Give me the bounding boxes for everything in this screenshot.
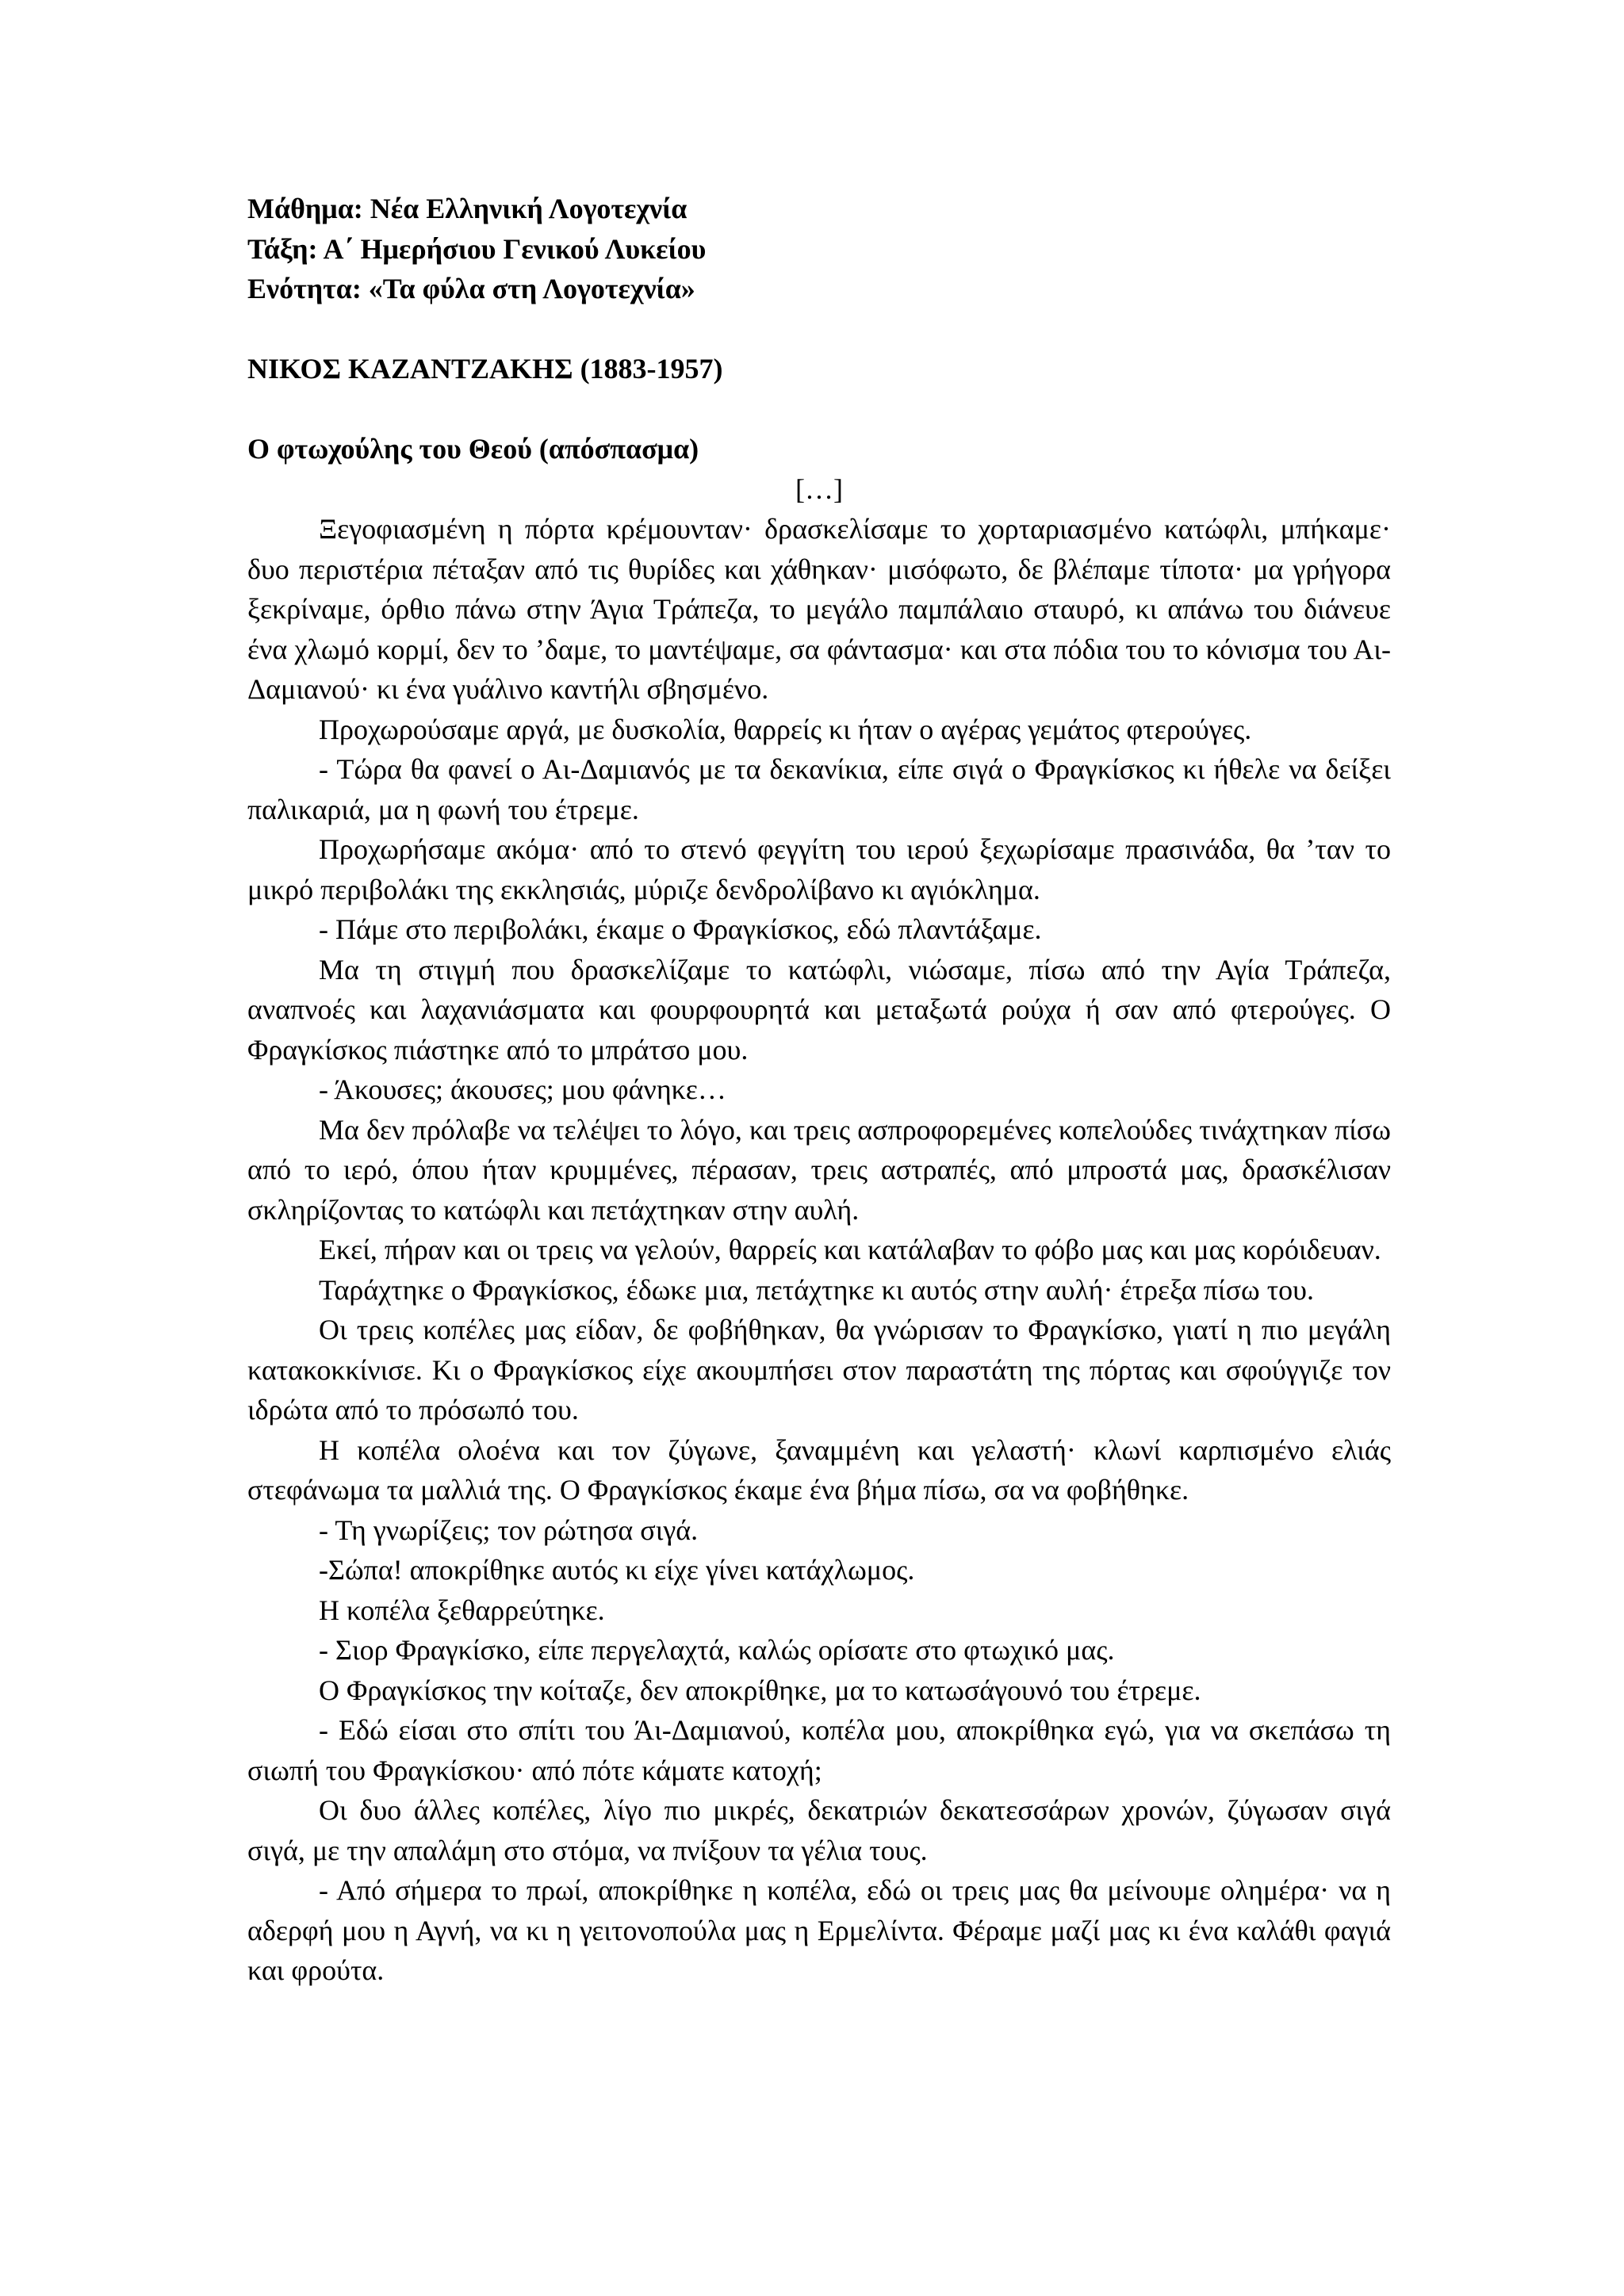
paragraph: Ταράχτηκε ο Φραγκίσκος, έδωκε μια, πετάχτηκε κι αυτός στην αυλή· έτρεξα πίσω του. (319, 1273, 1314, 1306)
paragraph: Οι δυο άλλες κοπέλες, λίγο πιο μικρές, δεκατριών δεκατεσσάρων χρονών, ζύγωσαν σιγά σιγά, με την απαλάμη στο στόμα, να πνίξουν τα γέλια τους. (247, 1794, 1391, 1866)
paragraph: Μα δεν πρόλαβε να τελέψει το λόγο, και τρεις ασπροφορεμένες κοπελούδες τινάχτηκαν πίσω από το ιερό, όπου ήταν κρυμμένες, πέρασαν, τρεις αστραπές, από μπροστά μας, δρασκέλισαν σκληρίζοντας το κατώφλι και πετάχτηκαν στην αυλή. (247, 1113, 1391, 1226)
subject-line: Μάθημα: Νέα Ελληνική Λογοτεχνία (247, 193, 688, 224)
paragraph: - Σιορ Φραγκίσκο, είπε περγελαχτά, καλώς ορίσατε στο φτωχικό μας. (319, 1634, 1115, 1666)
paragraph: Προχωρήσαμε ακόμα· από το στενό φεγγίτη του ιερού ξεχωρίσαμε πρασινάδα, θα ’ταν το μικρό περιβολάκι της εκκλησιάς, μύριζε δενδρολίβανο κι αγιόκλημα. (247, 833, 1391, 905)
unit-line: Ενότητα: «Τα φύλα στη Λογοτεχνία» (247, 273, 695, 304)
omission-mark: […] (795, 473, 843, 505)
paragraph: -Σώπα! αποκρίθηκε αυτός κι είχε γίνει κατάχλωμος. (319, 1554, 915, 1586)
spacer (247, 309, 1391, 350)
paragraph: - Εδώ είσαι στο σπίτι του Άι-Δαμιανού, κοπέλα μου, αποκρίθηκα εγώ, για να σκεπάσω τη σιωπή του Φραγκίσκου· από πότε κάματε κατοχή; (247, 1714, 1391, 1786)
paragraph: - Τη γνωρίζεις; τον ρώτησα σιγά. (319, 1513, 699, 1546)
paragraph: Η κοπέλα ξεθαρρεύτηκε. (319, 1594, 605, 1626)
author-heading: ΝΙΚΟΣ ΚΑΖΑΝΤΖΑΚΗΣ (1883-1957) (247, 353, 723, 385)
paragraph: Μα τη στιγμή που δρασκελίζαμε το κατώφλι, νιώσαμε, πίσω από την Αγία Τράπεζα, αναπνοές και λαχανιάσματα και φουρφουρητά και μεταξωτά ρούχα ή σαν από φτερούγες. Ο Φραγκίσκος πιάστηκε από το μπράτσο μου. (247, 953, 1391, 1066)
paragraph: Ο Φραγκίσκος την κοίταζε, δεν αποκρίθηκε, μα το κατωσάγουνό του έτρεμε. (319, 1674, 1201, 1706)
work-title: Ο φτωχούλης του Θεού (απόσπασμα) (247, 433, 699, 465)
paragraph: - Από σήμερα το πρωί, αποκρίθηκε η κοπέλα, εδώ οι τρεις μας θα μείνουμε ολημέρα· να η αδερφή μου η Αγνή, να κι η γειτονοπούλα μας η Ερμελίντα. Φέραμε μαζί μας κι ένα καλάθι φαγιά και φρούτα. (247, 1874, 1391, 1986)
paragraph: Προχωρούσαμε αργά, με δυσκολία, θαρρείς κι ήταν ο αγέρας γεμάτος φτερούγες. (319, 713, 1252, 745)
class-line: Τάξη: Α΄ Ημερήσιου Γενικού Λυκείου (247, 232, 707, 265)
paragraph: - Άκουσες; άκουσες; μου φάνηκε… (319, 1073, 726, 1105)
paragraph: - Τώρα θα φανεί ο Αι-Δαμιανός με τα δεκανίκια, είπε σιγά ο Φραγκίσκος κι ήθελε να δείξει παλικαριά, μα η φωνή του έτρεμε. (247, 753, 1391, 825)
paragraph: Ξεγοφιασμένη η πόρτα κρέμουνταν· δρασκελίσαμε το χορταριασμένο κατώφλι, μπήκαμε· δυο περιστέρια πέταξαν από τις θυρίδες και χάθηκαν· μισόφωτο, δε βλέπαμε τίποτα· μα γρήγορα ξεκρίναμε, όρθιο πάνω στην Άγια Τράπεζα, το μεγάλο παμπάλαιο σταυρό, κι απάνω του διάνευε ένα χλωμό κορμί, δεν το ’δαμε, το μαντέψαμε, σα φάντασμα· και στα πόδια του το κόνισμα του Αι-Δαμιανού· κι ένα γυάλινο καντήλι σβησμένο. (247, 513, 1391, 705)
paragraph: Οι τρεις κοπέλες μας είδαν, δε φοβήθηκαν, θα γνώρισαν το Φραγκίσκο, γιατί η πιο μεγάλη κατακοκκίνισε. Κι ο Φραγκίσκος είχε ακουμπήσει στον παραστάτη της πόρτας και σφούγγιζε τον ιδρώτα από το πρόσωπό του. (247, 1314, 1391, 1425)
spacer (247, 389, 1391, 430)
paragraph: - Πάμε στο περιβολάκι, έκαμε ο Φραγκίσκος, εδώ πλαντάξαμε. (319, 913, 1042, 945)
paragraph: Εκεί, πήραν και οι τρεις να γελούν, θαρρείς και κατάλαβαν το φόβο μας και μας κορόιδευαν. (319, 1234, 1381, 1265)
document-body (247, 189, 1391, 1991)
paragraph: Η κοπέλα ολοένα και τον ζύγωνε, ξαναμμένη και γελαστή· κλωνί καρπισμένο ελιάς στεφάνωμα τα μαλλιά της. Ο Φραγκίσκος έκαμε ένα βήμα πίσω, σα να φοβήθηκε. (247, 1433, 1391, 1506)
